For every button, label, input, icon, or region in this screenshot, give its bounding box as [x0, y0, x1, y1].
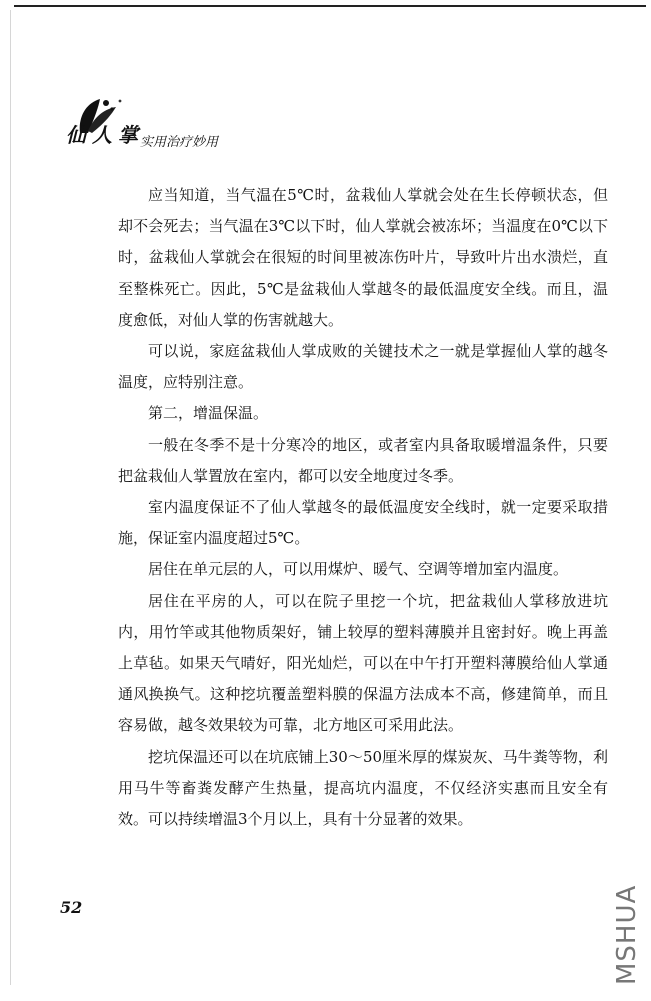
body-text — [118, 180, 608, 835]
logo-title: 仙人掌 — [66, 123, 144, 147]
paragraph: 应当知道，当气温在5℃时，盆栽仙人掌就会处在生长停顿状态，但却不会死去；当气温在3℃以下时，仙人掌就会被冻坏；当温度在0℃以下时，盆栽仙人掌就会在很短的时间里被冻伤叶片，导致叶片出水溃烂，直至整株死亡。因此，5℃是盆栽仙人掌越冬的最低温度安全线。而且，温度愈低，对仙人掌的伤害就越大。 — [118, 186, 608, 329]
paragraph: 居住在单元层的人，可以用煤炉、暖气、空调等增加室内温度。 — [148, 560, 569, 579]
logo-subtitle: 实用治疗妙用 — [140, 135, 219, 150]
paragraph: 居住在平房的人，可以在院子里挖一个坑，把盆栽仙人掌移放进坑内，用竹竿或其他物质架好，铺上较厚的塑料薄膜并且密封好。晚上再盖上草毡。如果天气晴好，阳光灿烂，可以在中午打开塑料薄膜给仙人掌通通风换换气。这种挖坑覆盖塑料膜的保温方法成本不高，修建简单，而且容易做，越冬效果较为可靠，北方地区可采用此法。 — [118, 591, 608, 735]
paragraph: 一般在冬季不是十分寒冷的地区，或者室内具备取暖增温条件，只要把盆栽仙人掌置放在室内，都可以安全地度过冬季。 — [118, 435, 608, 485]
paragraph: 室内温度保证不了仙人掌越冬的最低温度安全线时，就一定要采取措施，保证室内温度超过5℃。 — [118, 498, 608, 548]
section-heading: 第二，增温保温。 — [148, 404, 269, 423]
page-number: 52 — [60, 898, 83, 917]
paragraph: 挖坑保温还可以在坑底铺上30～50厘米厚的煤炭灰、马牛粪等物，利用马牛等畜粪发酵产生热量，提高坑内温度，不仅经济实惠而且安全有效。可以持续增温3个月以上，具有十分显著的效果。 — [118, 747, 608, 829]
page-edge — [10, 10, 11, 985]
watermark: MSHUA — [612, 884, 642, 985]
header-logo — [60, 95, 270, 155]
top-rule — [14, 5, 646, 7]
paragraph: 可以说，家庭盆栽仙人掌成败的关键技术之一就是掌握仙人掌的越冬温度，应特别注意。 — [118, 342, 608, 392]
